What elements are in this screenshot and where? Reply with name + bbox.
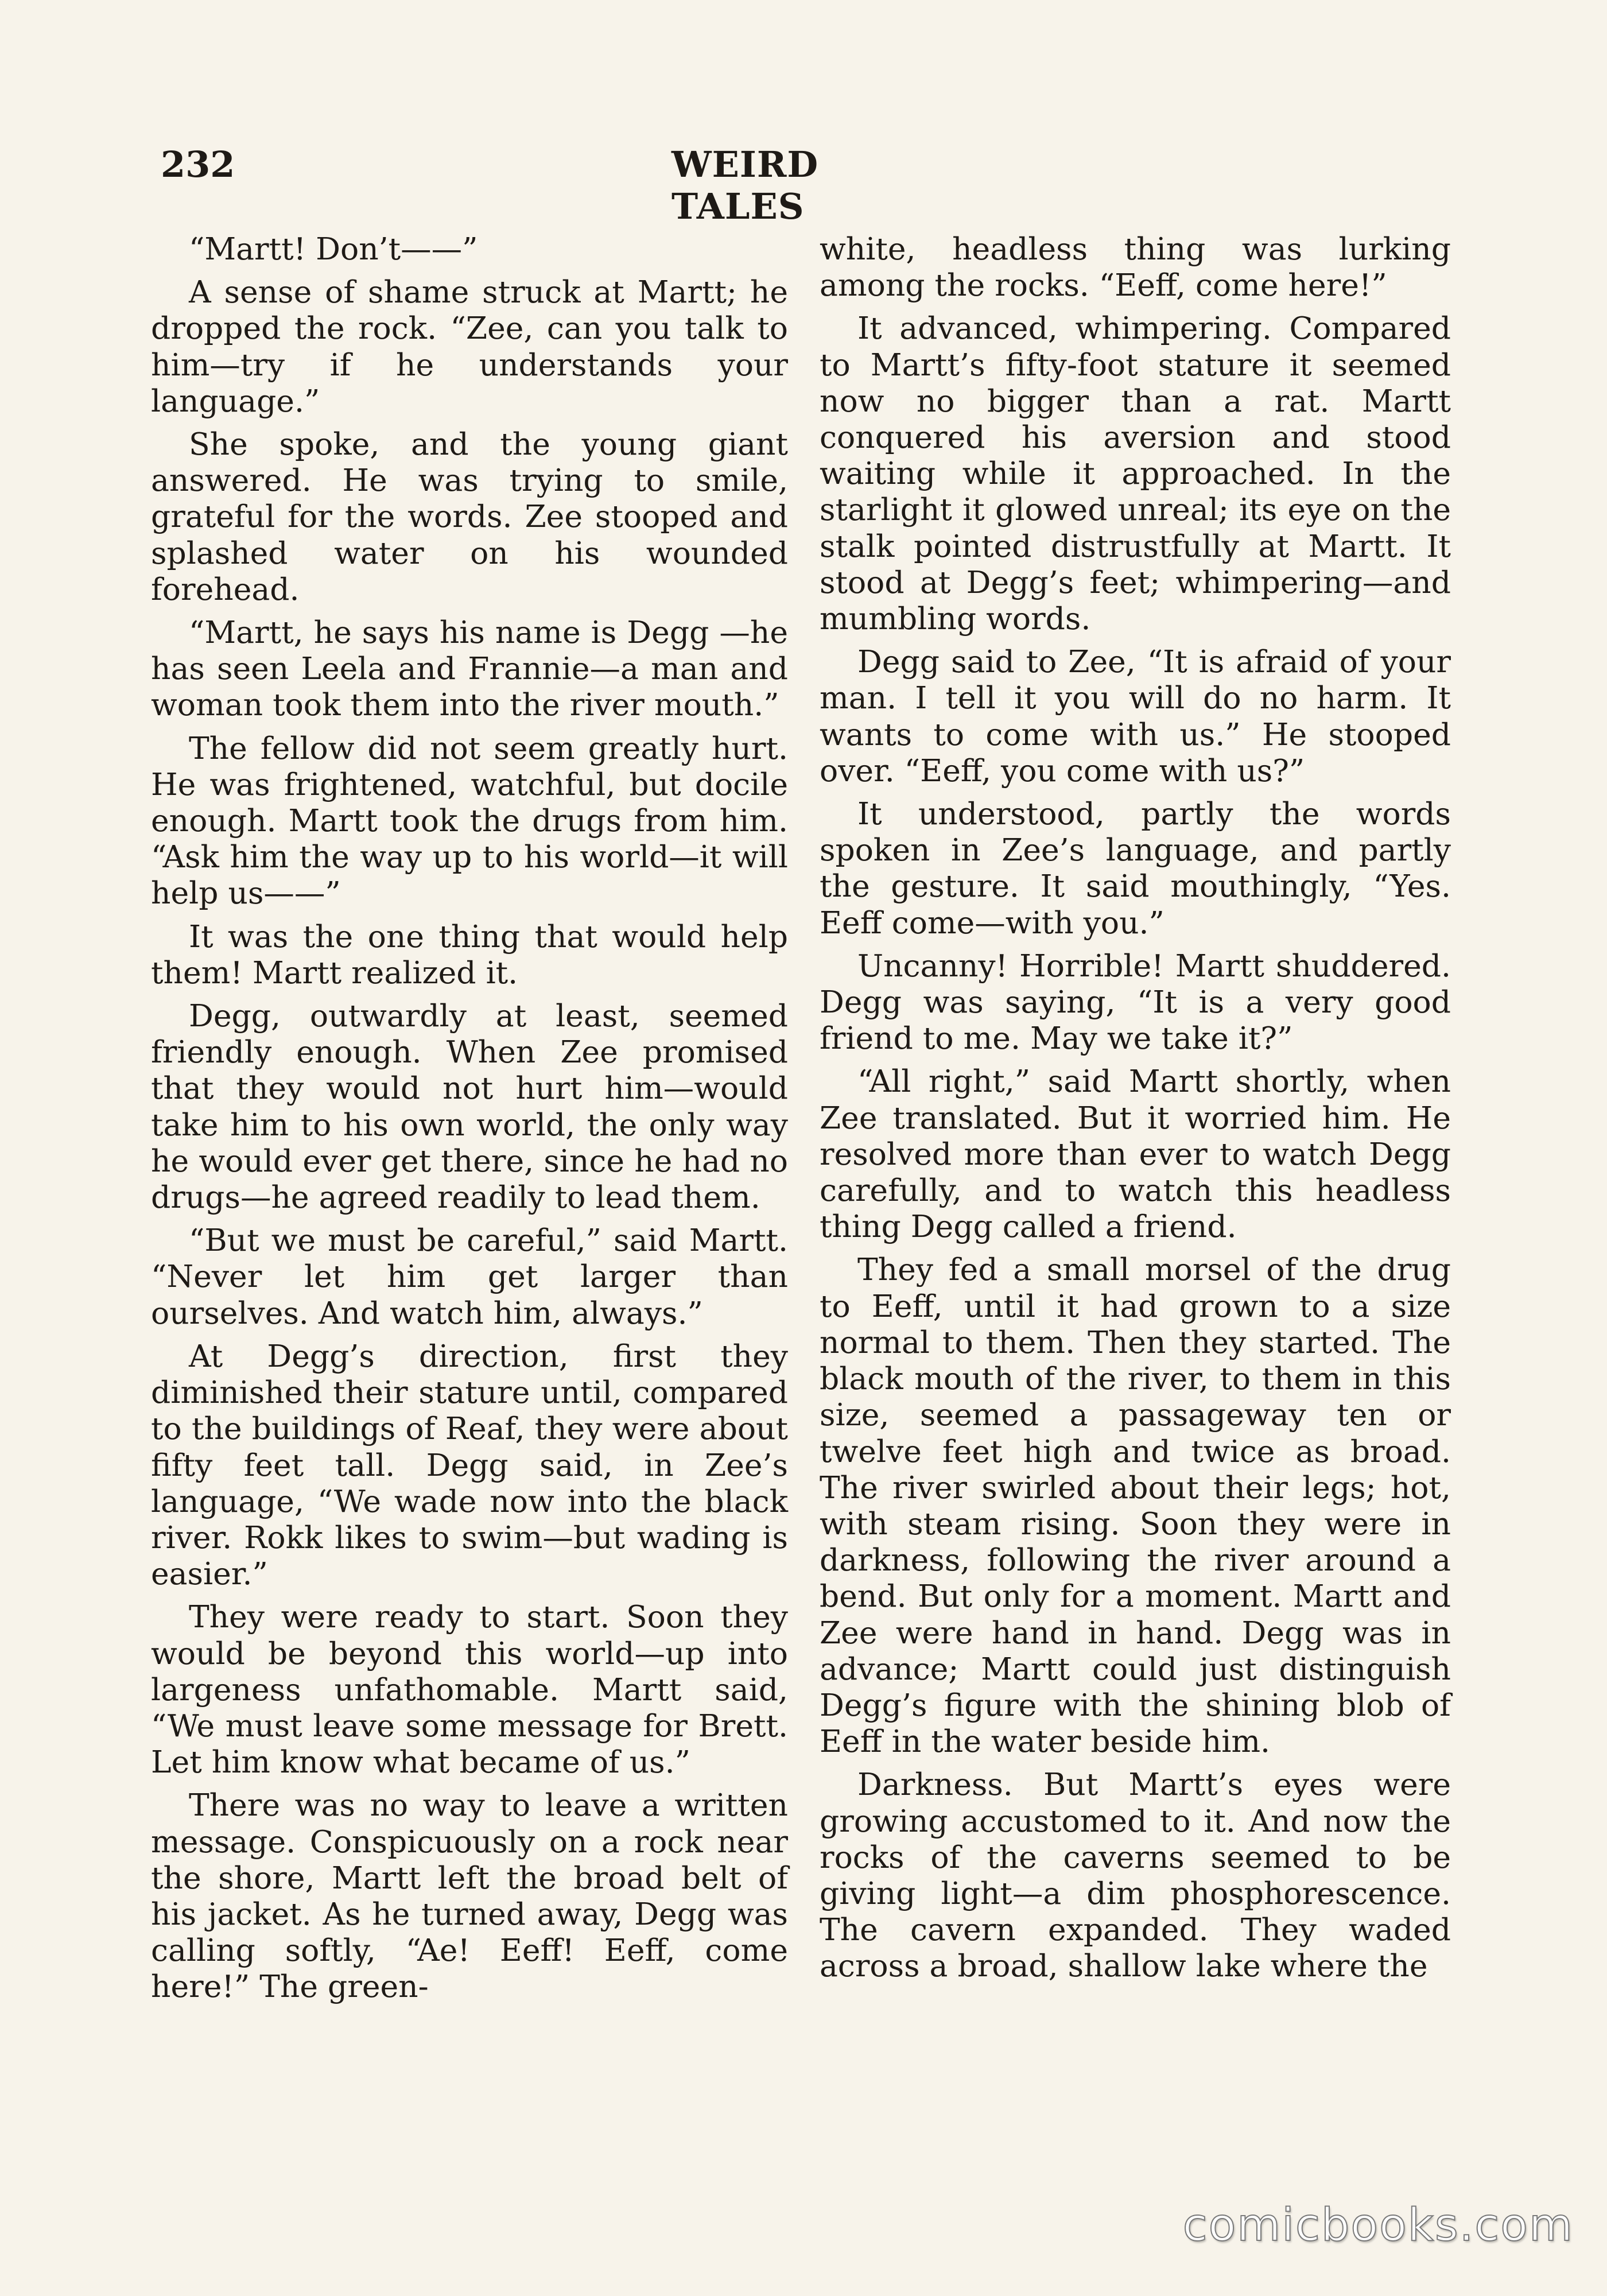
paragraph: They were ready to start. Soon they would be beyond this world—up into largeness unfathomable. Martt said, “We must leave some message for Brett. Let him know what became of us.” bbox=[151, 1599, 788, 1781]
paragraph: It advanced, whimpering. Compared to Martt’s fifty-foot stature it seemed now no bigger than a rat. Martt conquered his aversion and stood waiting while it approached. In the starlight it glowed unreal; its eye on the stalk pointed distrustfully at Martt. It stood at Degg’s feet; whimpering—and mumbling words. bbox=[820, 310, 1451, 637]
paragraph: At Degg’s direction, first they diminished their stature until, compared to the buildings of Reaf, they were about fifty feet tall. Degg said, in Zee’s language, “We wade now into the black river. Rokk likes to swim—but wading is easier.” bbox=[151, 1337, 788, 1592]
paragraph: “Martt! Don’t——” bbox=[189, 231, 478, 267]
page-number: 232 bbox=[161, 144, 235, 185]
right-column bbox=[820, 231, 1451, 1991]
page-header bbox=[161, 144, 964, 227]
paragraph: There was no way to leave a written message. Conspicuously on a rock near the shore, Martt left the broad belt of his jacket. As he turned away, Degg was calling softly, “Ae! Eeff! Eeff, come here!” The green- bbox=[151, 1787, 788, 2005]
paragraph: A sense of shame struck at Martt; he dropped the rock. “Zee, can you talk to him—try if he understands your language.” bbox=[151, 274, 788, 419]
paragraph: “All right,” said Martt shortly, when Zee translated. But it worried him. He resolved more than ever to watch Degg carefully, and to watch this headless thing Degg called a friend. bbox=[820, 1063, 1451, 1245]
paragraph: It understood, partly the words spoken in Zee’s language, and partly the gesture. It said mouthingly, “Yes. Eeff come—with you.” bbox=[820, 796, 1451, 941]
paragraph: She spoke, and the young giant answered. He was trying to smile, grateful for the words. Zee stooped and splashed water on his wounded forehead. bbox=[151, 426, 788, 607]
paragraph: Darkness. But Martt’s eyes were growing accustomed to it. And now the rocks of the caverns seemed to be giving light—a dim phosphorescence. The cavern expanded. They waded across a broad, shallow lake where the bbox=[820, 1766, 1451, 1984]
paragraph: “But we must be careful,” said Martt. “Never let him get larger than ourselves. And watch him, always.” bbox=[151, 1222, 788, 1331]
running-head: WEIRD TALES bbox=[671, 144, 819, 227]
paragraph: Uncanny! Horrible! Martt shuddered. Degg was saying, “It is a very good friend to me. May we take it?” bbox=[820, 947, 1451, 1057]
left-column bbox=[151, 231, 788, 2012]
watermark: comicbooks.com bbox=[1182, 2200, 1574, 2251]
paragraph: Degg, outwardly at least, seemed friendly enough. When Zee promised that they would not hurt him—would take him to his own world, the only way he would ever get there, since he had no drugs—he agreed readily to lead them. bbox=[151, 998, 788, 1216]
paragraph: “Martt, he says his name is Degg —he has seen Leela and Frannie—a man and woman took them into the river mouth.” bbox=[151, 614, 788, 723]
paragraph-continued: white, headless thing was lurking among the rocks. “Eeff, come here!” bbox=[820, 231, 1451, 304]
paragraph: The fellow did not seem greatly hurt. He was frightened, watchful, but docile enough. Martt took the drugs from him. “Ask him the way up to his world—it will help us——” bbox=[151, 730, 788, 912]
paragraph: Degg said to Zee, “It is afraid of your man. I tell it you will do no harm. It wants to come with us.” He stooped over. “Eeff, you come with us?” bbox=[820, 643, 1451, 789]
paragraph: It was the one thing that would help them! Martt realized it. bbox=[151, 918, 788, 991]
paragraph: They fed a small morsel of the drug to Eeff, until it had grown to a size normal to them. Then they started. The black mouth of the river, to them in this size, seemed a passageway ten or twelve feet high and twice as broad. The river swirled about their legs; hot, with steam rising. Soon they were in darkness, following the river around a bend. But only for a moment. Martt and Zee were hand in hand. Degg was in advance; Martt could just distinguish Degg’s figure with the shining blob of Eeff in the water beside him. bbox=[820, 1251, 1451, 1760]
